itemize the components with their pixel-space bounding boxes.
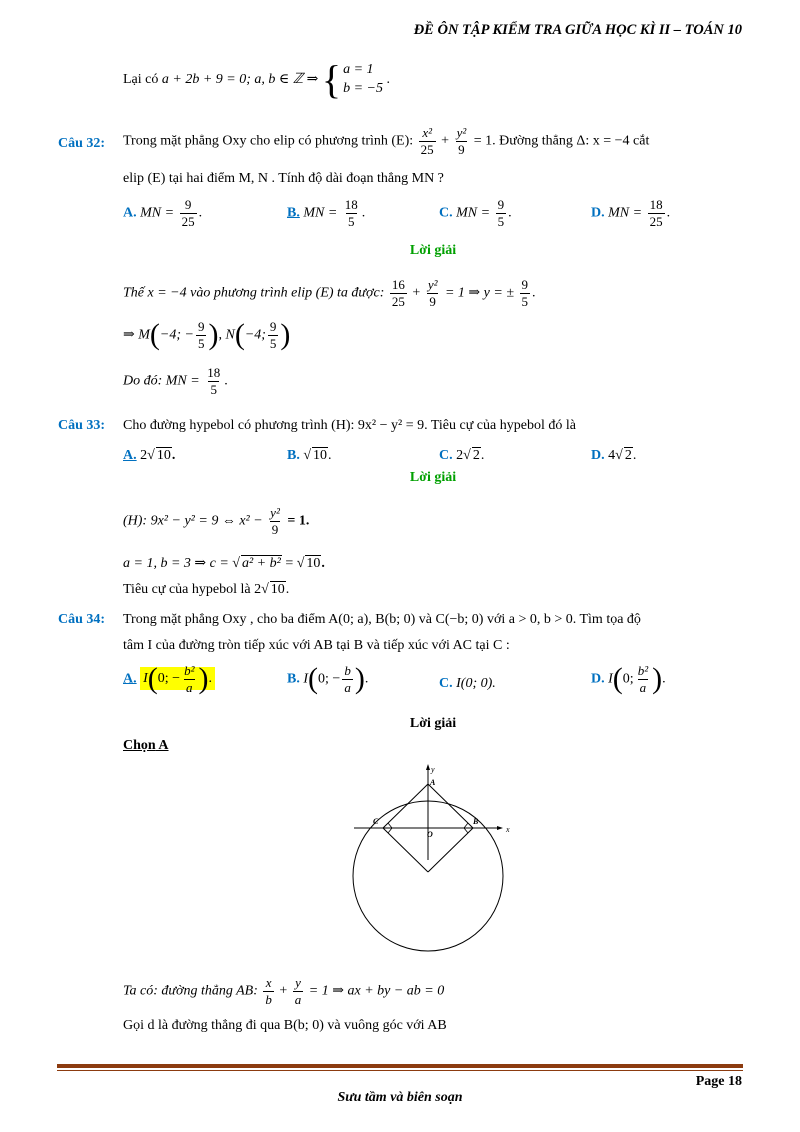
q32-s1-frac1: $\frac{16}{25}$ <box>391 277 405 309</box>
q32-frac1: $\frac{\text{x²}}{25}$ <box>420 125 434 157</box>
q34-option-a-letter: A. <box>123 671 137 687</box>
q34-option-a-post: . <box>208 671 212 687</box>
q32-eq: = 1. Đường thẳng Δ: x = −4 cắt <box>473 133 650 149</box>
q32-option-a-pre: MN = <box>140 205 175 221</box>
q33-option-d: D. 4√ 2. <box>591 448 637 463</box>
q34-s1-frac1: $\frac{x}{b}$ <box>265 975 272 1007</box>
q32-solution-line3 <box>123 366 228 396</box>
figure-line-ac <box>383 784 428 828</box>
q33-option-a: A. 2√ 10. <box>123 448 176 463</box>
q34-s1-a: Ta có: đường thẳng AB: <box>123 983 258 999</box>
q33-option-c: C. 2√ 2. <box>439 448 485 463</box>
q34-option-d: D. I(0; $\frac{\text{b²}}{a}$ ). <box>591 662 666 696</box>
q34-option-d-pre: I <box>608 671 613 687</box>
q32-solution-line1 <box>123 278 536 308</box>
q32-option-b-pre: MN = <box>303 205 338 221</box>
q32-s3-frac: $\frac{18}{5}$ <box>207 365 221 397</box>
q33-s2-rad: a² + b² <box>241 556 281 571</box>
q34-s1-b: = 1 ⇒ ax + by − ab = 0 <box>308 983 445 999</box>
q33-s2-a: a = 1, b = 3 ⇒ c = <box>123 556 229 571</box>
q34-solution-line1 <box>123 976 444 1006</box>
q32-s3-text: Do đó: MN = <box>123 373 200 389</box>
figure-y-arrow <box>426 764 430 770</box>
q33-option-d-post: . <box>632 448 637 463</box>
q34-text-line1: Trong mặt phẳng Oxy , cho ba điểm A(0; a), B(b; 0) và C(−b; 0) với a > 0, b > 0. Tìm tọa độ <box>123 612 641 627</box>
q33-text: Cho đường hypebol có phương trình (H): 9x² − y² = 9. Tiêu cự của hypebol đó là <box>123 418 576 433</box>
q33-solution-line2: a = 1, b = 3 ⇒ c = √ a² + b² = √ 10. <box>123 556 325 571</box>
q33-option-b-rad: 10 <box>313 448 328 463</box>
q32-option-b <box>287 198 365 228</box>
q33-option-a-coef: 2 <box>140 448 148 463</box>
footer-text: Sưu tầm và biên soạn <box>337 1090 463 1105</box>
intro-line <box>123 57 391 102</box>
q32-solution-title: Lời giải <box>409 243 457 258</box>
q34-option-a <box>123 664 215 694</box>
q34-solution-line2: Gọi d là đường thẳng đi qua B(b; 0) và vuông góc với AB <box>123 1018 447 1033</box>
q32-option-d-post: . <box>666 205 671 221</box>
q33-s1-frac: $\frac{\text{y²}}{9}$ <box>270 505 280 537</box>
q32-option-b-frac: $\frac{18}{5}$ <box>344 197 358 229</box>
q33-option-d-letter: D. <box>591 448 605 463</box>
q33-s2-rad2: 10 <box>306 556 321 571</box>
q33-option-b: B. √ 10. <box>287 448 332 463</box>
q34-option-d-post: . <box>662 671 666 687</box>
q33-option-c-post: . <box>480 448 485 463</box>
q33-option-d-coef: 4 <box>608 448 616 463</box>
q32-option-d-frac: $\frac{18}{25}$ <box>649 197 663 229</box>
q33-option-b-post: . <box>328 448 332 463</box>
q34-option-b-pre: I <box>303 671 309 687</box>
q33-s3-rad: 10 <box>270 582 285 597</box>
q33-option-a-post: . <box>171 448 176 463</box>
q32-s2-a: ⇒ M <box>123 327 150 343</box>
q33-label: Câu 33: <box>58 418 106 433</box>
q33-solution-title: Lời giải <box>409 470 457 485</box>
q34-option-d-inner: 0; <box>622 671 634 687</box>
q32-text-line1 <box>123 126 649 156</box>
intro-suffix: . <box>386 72 391 88</box>
q34-option-b-inner: 0; − <box>318 671 341 687</box>
q32-solution-line2: ⇒ M(−4; − $\frac{9}{5}$ ), N(−4; $\frac{9}{5}$ ) <box>123 318 291 352</box>
q32-s1-plus: + <box>412 285 421 301</box>
figure-label-b: B <box>473 817 479 826</box>
q33-s3-a: Tiêu cự của hypebol là 2 <box>123 582 262 597</box>
figure-label-o: O <box>427 830 433 839</box>
q34-solution-title: Lời giải <box>409 716 457 731</box>
q33-s1-a: (H): 9x² − y² = 9 ⇔ x² − <box>123 513 263 529</box>
intro-condition: a + 2b + 9 = 0; a, b ∈ ℤ ⇒ <box>161 72 319 88</box>
q32-option-d-letter: D. <box>591 205 605 221</box>
q32-option-c-frac: $\frac{9}{5}$ <box>497 197 505 229</box>
q34-text-line2: tâm I của đường tròn tiếp xúc với AB tại B và tiếp xúc với AC tại C : <box>123 638 510 653</box>
figure-label-a: A <box>430 778 436 787</box>
q33-option-d-rad: 2 <box>624 448 632 463</box>
q32-option-d-pre: MN = <box>608 205 643 221</box>
q32-option-b-letter: B. <box>287 205 300 221</box>
figure-label-x: x <box>506 825 510 834</box>
q33-s2-b: = <box>285 556 294 571</box>
q34-figure <box>340 762 530 962</box>
q34-option-b-frac: $\frac{b}{a}$ <box>344 663 351 695</box>
figure-label-y: y <box>431 765 435 774</box>
intro-row1: a = 1 <box>343 62 374 78</box>
q32-label: Câu 32: <box>58 136 106 151</box>
q32-frac2: $\frac{\text{y²}}{9}$ <box>456 125 467 157</box>
q32-option-d <box>591 198 670 228</box>
q32-s2-d: −4; <box>244 327 266 343</box>
q34-option-a-inner: 0; − <box>157 671 181 687</box>
q34-option-b: B. I(0; − $\frac{b}{a}$ ). <box>287 662 369 696</box>
figure-line-ci <box>383 828 428 872</box>
q33-s1-b: = 1. <box>287 513 310 529</box>
page-header: ĐỀ ÔN TẬP KIỂM TRA GIỮA HỌC KÌ II – TOÁN 10 <box>413 22 742 38</box>
figure-label-c: C <box>373 817 379 826</box>
q34-chosen-answer <box>123 738 169 754</box>
q33-option-c-coef: 2 <box>456 448 464 463</box>
q34-option-b-letter: B. <box>287 671 300 687</box>
intro-prefix: Lại có <box>123 72 159 88</box>
q34-option-a-frac: $\frac{\text{b²}}{a}$ <box>184 663 195 695</box>
q32-s1-mid: = 1 ⇒ y = ± <box>444 285 515 301</box>
q34-s1-plus: + <box>279 983 288 999</box>
q32-option-a <box>123 198 202 228</box>
q32-s2-c: , N <box>218 327 235 343</box>
q34-option-c <box>439 676 496 692</box>
q32-option-b-post: . <box>361 205 366 221</box>
q32-s1-frac2: $\frac{\text{y²}}{9}$ <box>427 277 438 309</box>
q34-option-d-letter: D. <box>591 671 605 687</box>
q34-chosen-part2: A <box>155 738 169 753</box>
figure-x-arrow <box>497 826 503 830</box>
q32-s2-frac2: $\frac{9}{5}$ <box>269 319 277 351</box>
q33-s3-b: . <box>285 582 290 597</box>
q33-option-a-letter: A. <box>123 448 137 463</box>
q34-option-d-frac: $\frac{\text{b²}}{a}$ <box>637 663 649 695</box>
q33-solution-line3: Tiêu cự của hypebol là 2√ 10. <box>123 582 290 597</box>
footer-rule-thick <box>57 1064 743 1068</box>
q32-option-a-post: . <box>198 205 203 221</box>
q33-solution-line1 <box>123 506 309 536</box>
q32-s2-frac1: $\frac{9}{5}$ <box>197 319 205 351</box>
page-number: Page 18 <box>695 1074 742 1089</box>
q34-option-a-pre: I <box>143 671 148 687</box>
q34-option-c-pre: I(0; 0). <box>456 676 496 691</box>
q32-option-a-letter: A. <box>123 205 137 221</box>
q32-option-c-post: . <box>508 205 512 221</box>
q32-text1: Trong mặt phẳng Oxy cho elip có phương trình (E): <box>123 133 414 149</box>
intro-system: { a = 1 b = −5 <box>321 57 384 102</box>
q32-s1-end: . <box>532 285 536 301</box>
q33-option-b-letter: B. <box>287 448 300 463</box>
q32-plus: + <box>441 133 450 149</box>
q34-chosen-part1: Chọn <box>123 738 156 753</box>
intro-row2: b = −5 <box>343 81 384 96</box>
q32-s2-b: −4; − <box>159 327 194 343</box>
q32-s1-frac3: $\frac{9}{5}$ <box>521 277 529 309</box>
q34-option-a-highlight: I(0; − $\frac{\text{b²}}{a}$ ). <box>140 667 215 690</box>
figure-line-bi <box>428 828 473 872</box>
footer-rule-thin <box>57 1070 743 1071</box>
q32-option-c <box>439 198 512 228</box>
q32-s1-text: Thế x = −4 vào phương trình elip (E) ta được: <box>123 285 385 301</box>
q32-option-c-letter: C. <box>439 205 453 221</box>
q34-label: Câu 34: <box>58 612 106 627</box>
q34-s1-frac2: $\frac{y}{a}$ <box>294 975 302 1007</box>
q33-option-c-letter: C. <box>439 448 453 463</box>
q33-s2-c: . <box>321 556 325 571</box>
figure-line-ab <box>428 784 473 828</box>
q34-option-c-letter: C. <box>439 676 453 691</box>
q32-text-line2: elip (E) tại hai điểm M, N . Tính độ dài đoạn thẳng MN ? <box>123 171 444 186</box>
q33-option-c-rad: 2 <box>472 448 480 463</box>
q33-option-a-rad: 10 <box>156 448 171 463</box>
q32-option-c-pre: MN = <box>456 205 491 221</box>
q32-option-a-frac: $\frac{9}{25}$ <box>181 197 195 229</box>
q34-option-b-post: . <box>364 671 369 687</box>
q32-s3-end: . <box>224 373 228 389</box>
